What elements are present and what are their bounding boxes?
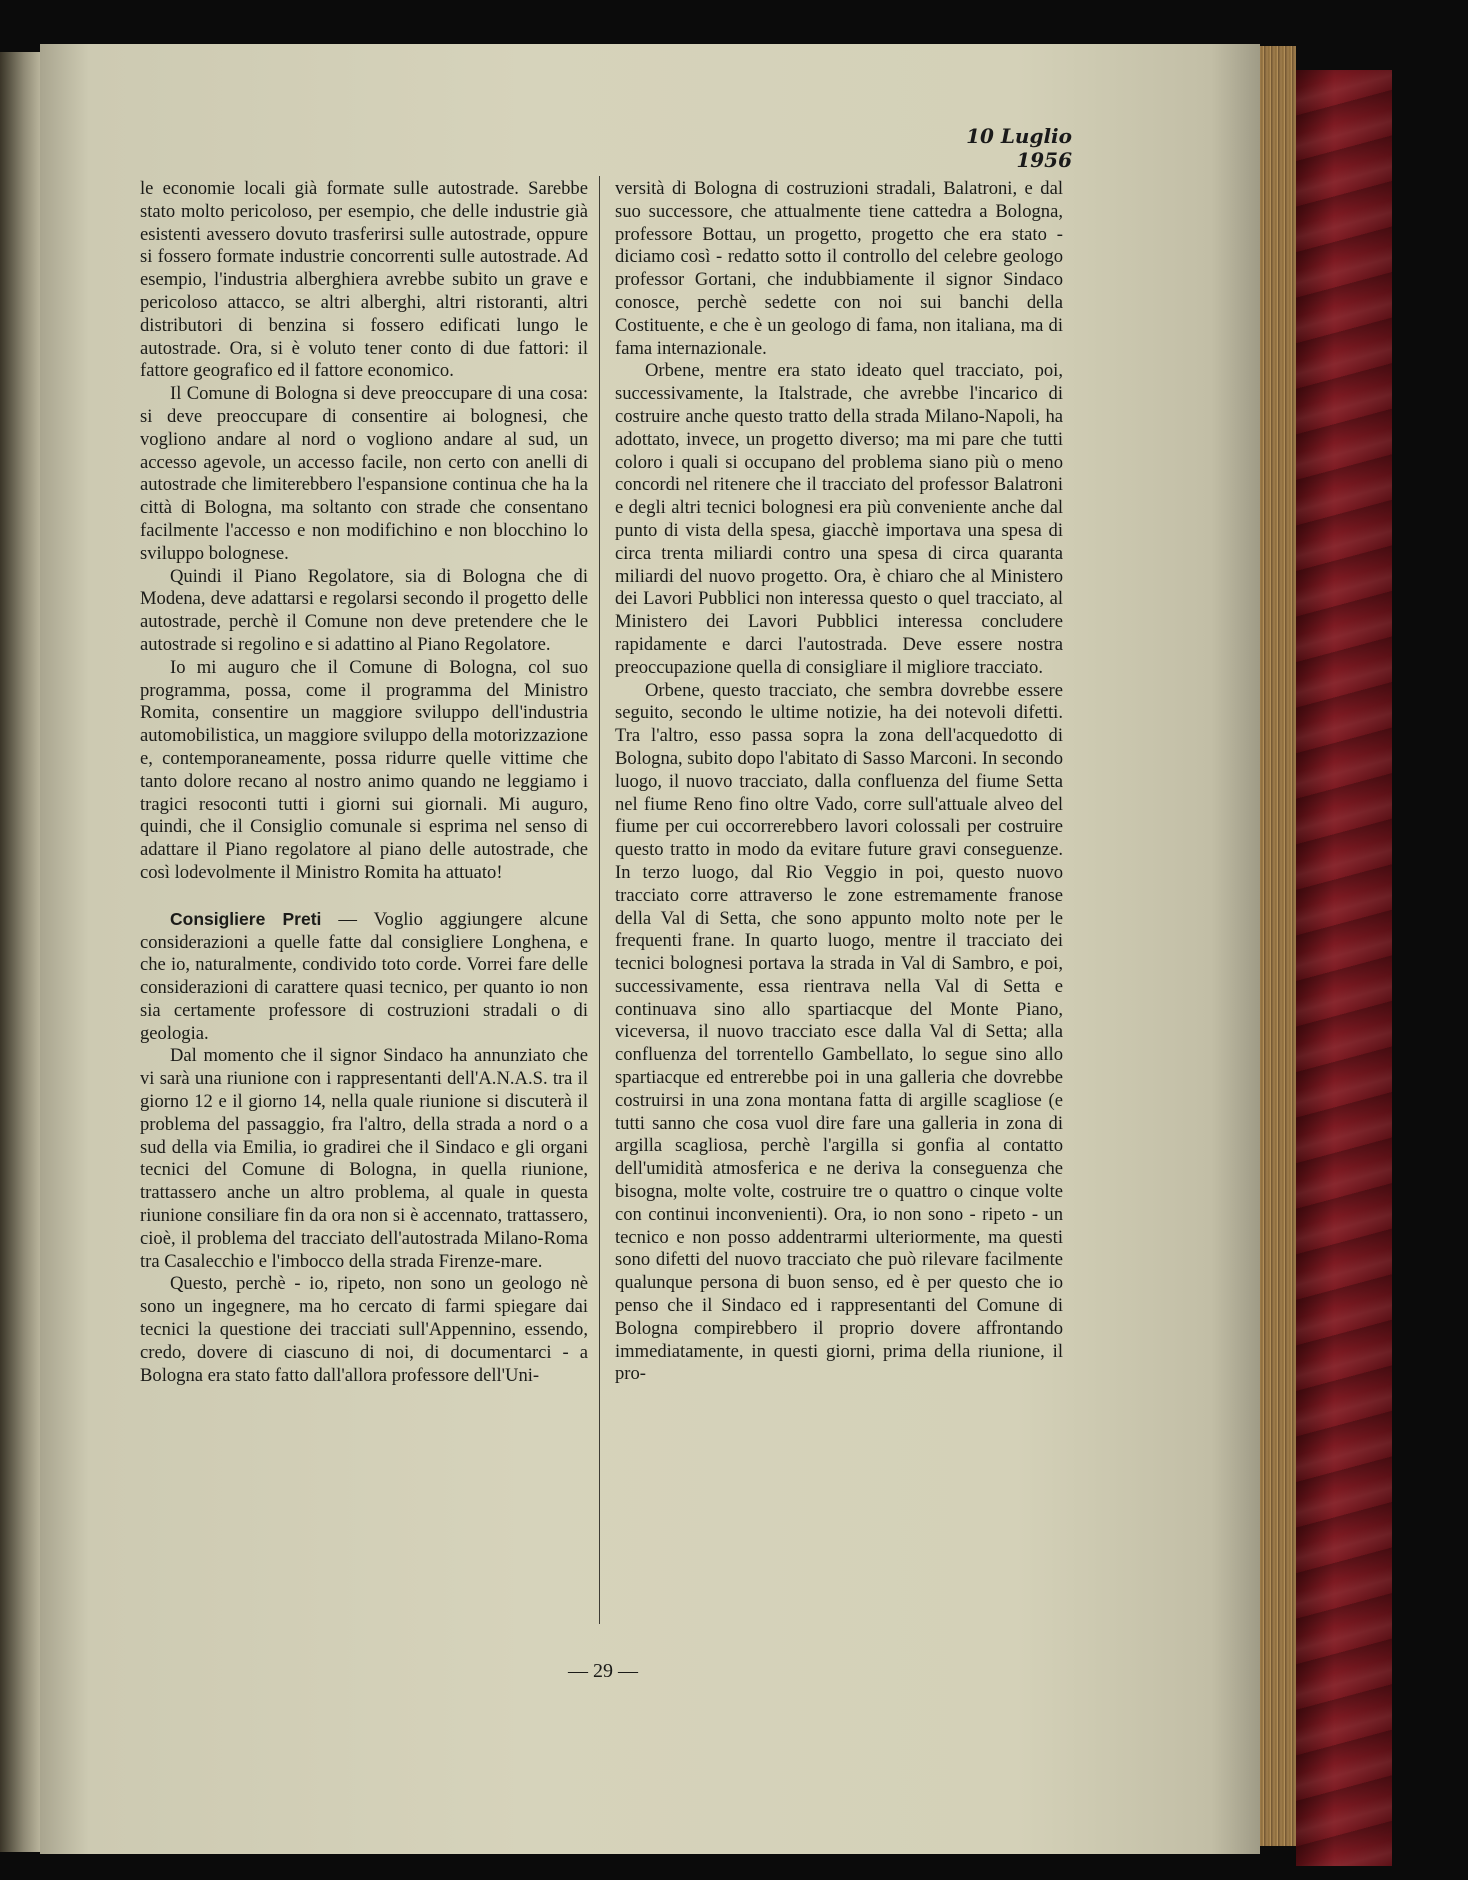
page-number: — 29 — <box>568 1660 638 1682</box>
speaker-name: Consigliere Preti <box>170 908 322 929</box>
marble-texture <box>1296 70 1392 1866</box>
paragraph: versità di Bologna di costruzioni stradali, Balatroni, e dal suo successore, che attualmente tiene cattedra a Bologna, professore Bottau, un progetto, progetto che era stato - diciamo così - redatto sotto il controllo del celebre geologo professor Gortani, che indubbiamente il signor Sindaco conosce, perchè sedette con noi sui banchi della Costituente, e che è un geologo di fama, non italiana, ma di fama internazionale. <box>615 178 1063 359</box>
paragraph: Orbene, questo tracciato, che sembra dovrebbe essere seguito, secondo le ultime notizie, ha dei notevoli difetti. Tra l'altro, esso passa sopra la zona dell'acquedotto di Bologna, subito dopo l'abitato di Sasso Marconi. In secondo luogo, il nuovo tracciato, dalla confluenza del fiume Setta nel fiume Reno fino oltre Vado, corre sull'attuale alveo del fiume per cui occorrerebbero lavori colossali per costruire questo tratto in modo da evitare future gravi conseguenze. In terzo luogo, dal Rio Veggio in poi, questo nuovo tracciato corre attraverso le zone estremamente franose della Val di Setta, che sono appunto molto note per le frequenti frane. In quarto luogo, mentre il tracciato dei tecnici bolognesi portava la strada in Val di Sambro, e poi, successivamente, essa rientrava nella Val di Setta e continuava sino allo spartiacque del Monte Piano, viceversa, il nuovo tracciato esce dalla Val di Setta; alla confluenza del torrentello Gambellato, lo segue sino allo spartiacque ed entrerebbe poi in una galleria che dovrebbe costruirsi in una zona montana fatta di argille scagliose (e tutti sanno che cosa vuol dire fare una galleria in zona di argilla scagliosa, perchè l'argilla si gonfia al contatto dell'umidità atmosferica e ne deriva la conseguenza che bisogna, molte volte, costruire tre o quattro o cinque volte con continui inconvenienti). Ora, io non sono - ripeto - un tecnico e non posso addentrarmi ulteriormente, ma questi sono difetti del nuovo tracciato che può rilevare facilmente qualunque persona di buon senso, ed è per questo che io penso che il Sindaco ed i rappresentanti del Comune di Bologna compirebbero il proprio dovere affrontando immediatamente, in questi giorni, prima della riunione, il pro- <box>615 679 1063 1385</box>
paragraph: le economie locali già formate sulle autostrade. Sarebbe stato molto pericoloso, per esempio, che delle industrie già esistenti avessero dovuto trasferirsi sulle autostrade, oppure si fossero formate industrie concorrenti sulle autostrade. Ad esempio, l'industria alberghiera avrebbe subito un grave e pericoloso attacco, se altri alberghi, altri ristoranti, altri distributori di benzina si fossero edificati lungo le autostrade. Ora, si è voluto tener conto di due fattori: il fattore geografico ed il fattore economico. <box>140 178 588 382</box>
paragraph: Io mi auguro che il Comune di Bologna, col suo programma, possa, come il programma del Ministro Romita, consentire un maggiore sviluppo dell'industria automobilistica, un maggiore sviluppo della motorizzazione e, contemporaneamente, possa ridurre quelle vittime che tanto dolore recano al nostro animo quando ne leggiamo i tragici resoconti tutti i giorni sui giornali. Mi auguro, quindi, che il Consiglio comunale si esprima nel senso di adattare il Piano regolatore al piano delle autostrade, che così lodevolmente il Ministro Romita ha attuato! <box>140 656 588 883</box>
speaker-paragraph <box>140 908 588 1046</box>
left-column <box>140 178 588 1387</box>
paragraph: Dal momento che il signor Sindaco ha annunziato che vi sarà una riunione con i rappresentanti dell'A.N.A.S. tra il giorno 12 e il giorno 14, nella quale riunione si discuterà il problema del passaggio, fra l'altro, della strada a nord o a sud della via Emilia, io gradirei che il Sindaco e gli organi tecnici del Comune di Bologna, in quella riunione, trattassero anche un altro problema, al quale in questa riunione consiliare fin da ora non si è accennato, trattassero, cioè, il problema del tracciato dell'autostrada Milano-Roma tra Casalecchio e l'imbocco della strada Firenze-mare. <box>140 1045 588 1272</box>
facing-page-edge <box>0 52 40 1852</box>
speaker-text: — Voglio aggiungere alcune considerazioni a quelle fatte dal consigliere Longhena, e che io, naturalmente, condivido toto corde. Vorrei fare delle considerazioni di carattere quasi tecnico, per quanto io non sia certamente professore di costruzioni stradali o di geologia. <box>140 908 588 1044</box>
paragraph: Orbene, mentre era stato ideato quel tracciato, poi, successivamente, la Italstrade, che avrebbe l'incarico di costruire anche questo tratto della strada Milano-Napoli, ha adottato, invece, un progetto diverso; ma mi pare che tutti coloro i quali si occupano del problema siano più o meno concordi nel ritenere che il tracciato del professor Balatroni e degli altri tecnici bolognesi era più conveniente anche dal punto di vista della spesa, giacchè importava una spesa di circa trenta miliardi contro una spesa di circa quaranta miliardi del nuovo progetto. Ora, è chiaro che al Ministero dei Lavori Pubblici non interessa questo o quel tracciato, al Ministero dei Lavori Pubblici interessa concludere rapidamente e darci l'autostrada. Deve essere nostra preoccupazione quella di consigliare il migliore tracciato. <box>615 360 1063 678</box>
right-column <box>615 178 1063 1386</box>
marbled-cover-board <box>1296 70 1392 1866</box>
paragraph: Il Comune di Bologna si deve preoccupare di una cosa: si deve preoccupare di consentire ai bolognesi, che vogliono andare al nord o vogliono andare al sud, un accesso agevole, un accesso facile, non certo con anelli di autostrade che limiterebbero l'espansione continua che ha la città di Bologna, ma soltanto con strade che consentano facilmente l'accesso e non modifichino e non blocchino lo sviluppo bolognese. <box>140 383 588 564</box>
paragraph: Questo, perchè - io, ripeto, non sono un geologo nè sono un ingegnere, ma ho cercato di farmi spiegare dai tecnici la questione dei tracciati sull'Appennino, essendo, credo, dovere di ciascuno di noi, di documentarci - a Bologna era stato fatto dall'allora professore dell'Uni- <box>140 1273 588 1386</box>
running-header-date: 10 Luglio 1956 <box>966 124 1072 172</box>
paragraph: Quindi il Piano Regolatore, sia di Bologna che di Modena, deve adattarsi e regolarsi secondo il progetto delle autostrade, perchè il Comune non deve pretendere che le autostrade si regolino e si adattino al Piano Regolatore. <box>140 565 588 655</box>
column-divider <box>599 176 600 1624</box>
